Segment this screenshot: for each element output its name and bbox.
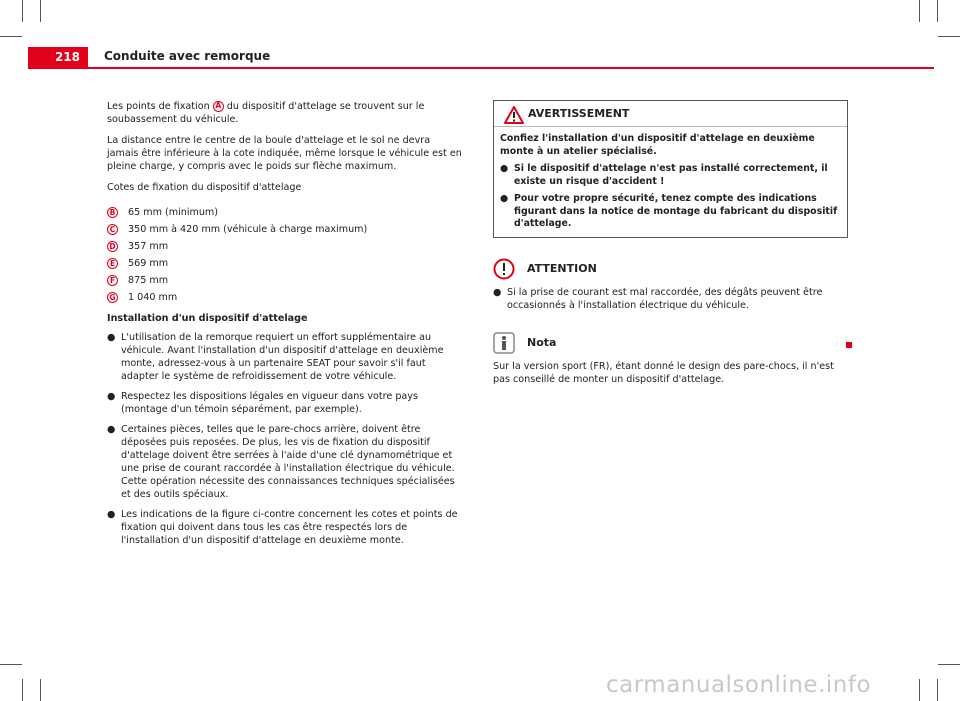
bullet-text: L'utilisation de la remorque requiert un effort supplémentaire au véhicule. Avant l'installation d'un dispositif d'attelage en deuxième monte, adressez-vous à un partenaire SEAT pour savoir s'il faut adapter le système de refroidissement de votre véhicule. [121,332,444,382]
bullet-dot-icon: ● [500,193,509,204]
nota-text: Sur la version sport (FR), étant donné le design des pare-chocs, il n'est pas conseillé de monter un dispositif d'attelage. [493,360,834,385]
crop-mark [0,36,22,37]
marker-f: F [107,275,118,286]
bullet-dot-icon: ● [107,391,116,402]
bullet-dot-icon: ● [500,163,509,174]
warning-triangle-icon [504,106,524,124]
warning-bullet [500,163,841,188]
dimension-value: 357 mm [128,241,169,252]
attention-title: ATTENTION [527,262,597,275]
paragraph-distance: La distance entre le centre de la boule d'attelage et le sol ne devra jamais être inférieure à la cote indiquée, même lorsque le véhicule est en pleine charge, y compris avec le poids sur flèche maximum. [107,135,462,172]
paragraph-dimensions-title: Cotes de fixation du dispositif d'attelage [107,182,302,193]
crop-mark [919,0,920,22]
crop-mark [938,664,960,665]
dimension-value: 569 mm [128,258,169,269]
bullet-item [107,390,464,416]
attention-bullet [493,286,848,312]
marker-a: A [213,101,224,112]
warning-bullet-text: Pour votre propre sécurité, tenez compte des indications figurant dans la notice de montage du fabricant du dispositif d'attelage. [514,193,838,229]
marker-b: B [107,207,118,218]
left-column [107,100,464,554]
warning-title: AVERTISSEMENT [528,107,630,120]
bullet-item [107,423,464,501]
attention-circle-icon [493,258,515,280]
install-heading: Installation d'un dispositif d'attelage [107,313,308,324]
p1-text-before: Les points de fixation [107,101,210,112]
crop-mark [22,0,23,22]
dimension-value: 1 040 mm [128,292,178,303]
crop-mark [40,679,41,701]
page-number: 218 [28,47,88,67]
header-rule [28,67,934,69]
watermark: carmanualsonline.info [606,672,872,698]
bullet-dot-icon: ● [107,332,116,343]
dimension-item [107,238,464,255]
p1-text-after: du dispositif d'attelage se trouvent sur le soubassement du véhicule. [107,101,425,125]
bullet-item [107,331,464,383]
crop-mark [22,679,23,701]
end-of-section-mark [846,342,852,348]
crop-mark [0,664,22,665]
crop-mark [937,679,938,701]
note-info-icon [493,332,515,354]
nota-header [493,332,848,354]
crop-mark [40,0,41,22]
warning-bullet-text: Si le dispositif d'attelage n'est pas installé correctement, il existe un risque d'accident ! [514,163,828,187]
crop-mark [938,36,960,37]
dimension-item [107,272,464,289]
dimension-item [107,255,464,272]
paragraph-fixation-points [107,100,464,126]
bullet-item [107,508,464,547]
dimension-item [107,204,464,221]
page-title: Conduite avec remorque [104,49,271,63]
nota-title: Nota [527,336,557,349]
bullet-text: Respectez les dispositions légales en vigueur dans votre pays (montage d'un témoin séparément, par exemple). [121,391,418,415]
marker-c: C [107,224,118,235]
bullet-dot-icon: ● [107,509,116,520]
bullet-text: Les indications de la figure ci-contre concernent les cotes et points de fixation qui doivent dans tous les cas être respectés lors de l'installation d'un dispositif d'attelage en deuxième monte. [121,509,458,546]
crop-mark [937,0,938,22]
dimension-list [107,204,464,306]
warning-box [493,100,848,238]
bullet-text: Certaines pièces, telles que le pare-chocs arrière, doivent être déposées puis reposées. De plus, les vis de fixation du dispositif d'attelage doivent être serrées à l'aide d'une clé dynamométrique et une prise de courant raccordée à l'installation électrique du véhicule. Cette opération nécessite des connaissances techniques spécialisées et des outils spéciaux. [121,424,455,500]
attention-header [493,258,848,280]
marker-d: D [107,241,118,252]
dimension-item [107,221,464,238]
warning-text: Confiez l'installation d'un dispositif d'attelage en deuxième monte à un atelier spécialisé. [500,133,815,157]
warning-body [494,127,847,237]
bullet-dot-icon: ● [107,424,116,435]
warning-header [494,101,847,127]
dimension-value: 350 mm à 420 mm (véhicule à charge maximum) [128,224,368,235]
bullet-dot-icon: ● [493,286,502,298]
right-column [493,100,848,394]
marker-e: E [107,258,118,269]
crop-mark [919,679,920,701]
dimension-value: 875 mm [128,275,169,286]
dimension-item [107,289,464,306]
warning-bullet [500,193,841,231]
attention-text: Si la prise de courant est mal raccordée, des dégâts peuvent être occasionnés à l'installation électrique du véhicule. [507,286,823,311]
marker-g: G [107,292,118,303]
dimension-value: 65 mm (minimum) [128,207,219,218]
